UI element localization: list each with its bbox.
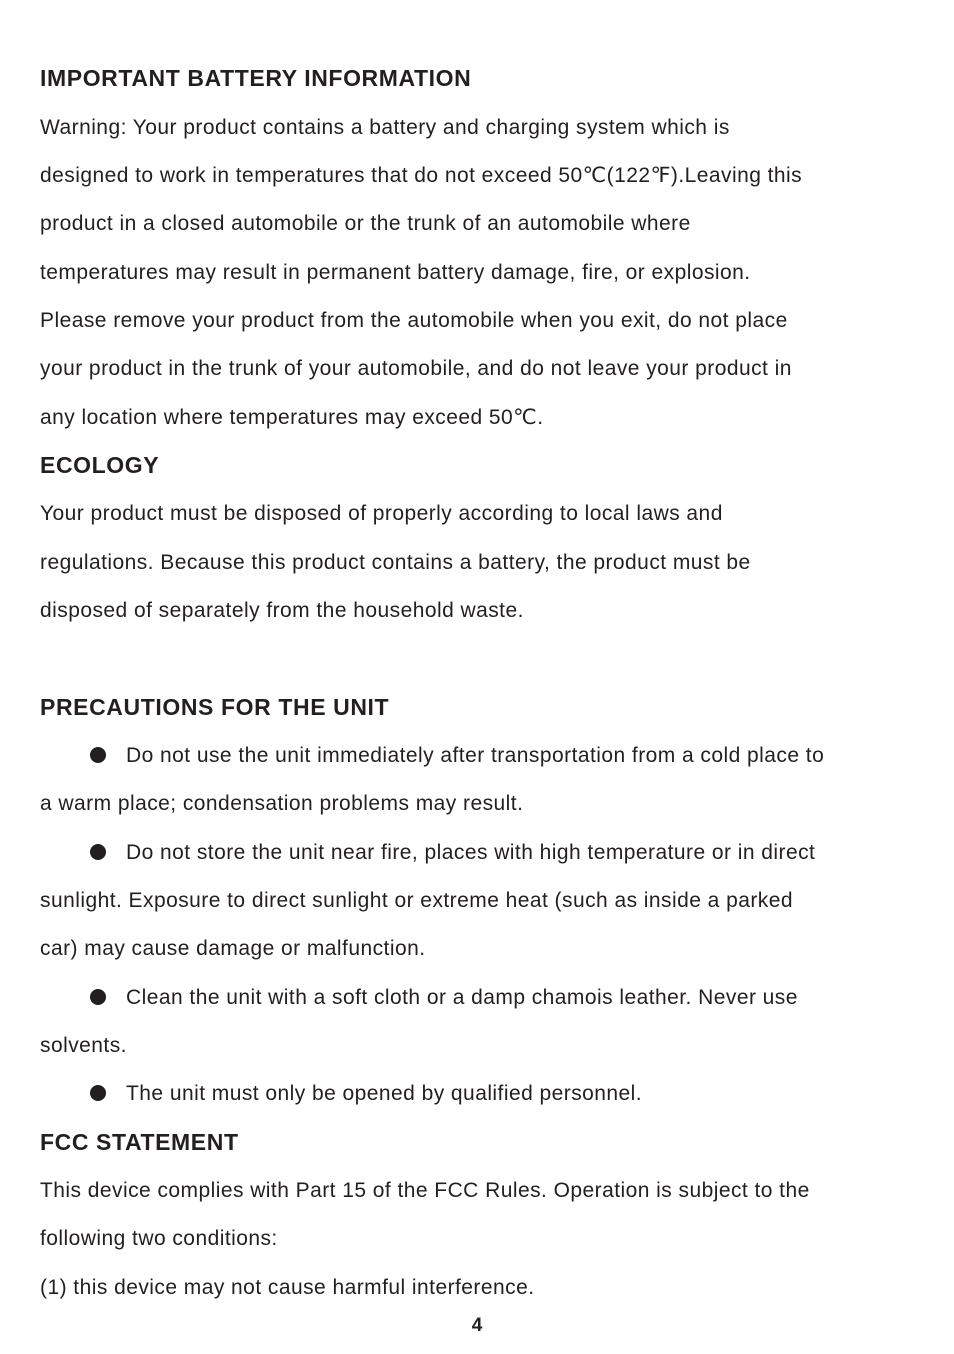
precaution-text: Do not store the unit near fire, places with high temperature or in direct [126,841,816,864]
fcc-line: following two conditions: [40,1227,278,1250]
document-page [40,0,920,1354]
battery-line: product in a closed automobile or the trunk of an automobile where [40,212,691,235]
ecology-line: disposed of separately from the household waste. [40,599,524,622]
precaution-item [90,839,815,867]
battery-line: designed to work in temperatures that do not exceed 50℃(122℉).Leaving this [40,164,803,187]
battery-line: any location where temperatures may exceed 50℃. [40,406,544,429]
bullet-icon [90,1085,106,1101]
ecology-line: regulations. Because this product contains a battery, the product must be [40,551,751,574]
fcc-line: (1) this device may not cause harmful interference. [40,1276,535,1299]
ecology-line: Your product must be disposed of properly according to local laws and [40,502,723,525]
fcc-heading: FCC STATEMENT [40,1129,239,1155]
precaution-text: Do not use the unit immediately after transportation from a cold place to [126,744,825,767]
precaution-continuation: a warm place; condensation problems may result. [40,792,524,815]
precautions-heading: PRECAUTIONS FOR THE UNIT [40,694,390,720]
precaution-continuation: solvents. [40,1034,127,1057]
battery-line: Warning: Your product contains a battery and charging system which is [40,116,730,139]
battery-heading: IMPORTANT BATTERY INFORMATION [40,65,472,91]
precaution-item [90,742,824,770]
precaution-continuation: sunlight. Exposure to direct sunlight or extreme heat (such as inside a parked [40,889,793,912]
battery-line: Please remove your product from the automobile when you exit, do not place [40,309,788,332]
bullet-icon [90,747,106,763]
ecology-heading: ECOLOGY [40,452,160,478]
precaution-text: The unit must only be opened by qualified personnel. [126,1082,643,1105]
page-number: 4 [471,1315,483,1336]
precaution-text: Clean the unit with a soft cloth or a damp chamois leather. Never use [126,986,798,1009]
battery-line: temperatures may result in permanent battery damage, fire, or explosion. [40,261,751,284]
precaution-item [90,1080,642,1108]
fcc-line: This device complies with Part 15 of the FCC Rules. Operation is subject to the [40,1179,810,1202]
bullet-icon [90,989,106,1005]
battery-line: your product in the trunk of your automobile, and do not leave your product in [40,357,792,380]
bullet-icon [90,844,106,860]
precaution-continuation: car) may cause damage or malfunction. [40,937,426,960]
precaution-item [90,984,798,1012]
